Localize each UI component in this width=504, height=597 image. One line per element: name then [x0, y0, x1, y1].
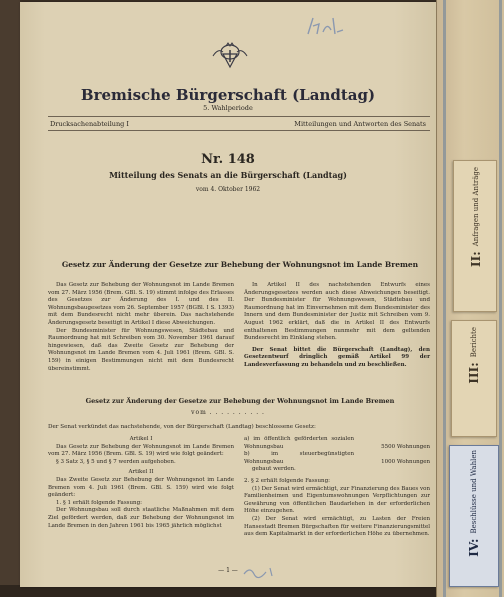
row-label: b) im steuerbegünstigten Wohnungsbau — [244, 451, 354, 465]
document-page — [20, 2, 436, 587]
rows-tail: gebaut werden. — [252, 466, 296, 473]
handwritten-mark — [240, 562, 280, 580]
paragraph: In Artikel II des nachstehenden Entwurfs eines Änderungsgesetzes werden auch diese Abweichungen beseitigt. Der Bundesminister für Wohnungswesen, Städtebau und Raumordnung hat im Einvernehmen mit dem Bundesminister des Innern und dem Bundesminister der Justiz mit Schreiben vom 9. August 1962 erklärt, daß die in Artikel II des Entwurfs enthaltenen Bestimmungen nunmehr mit dem geltenden Bundesrecht im Einklang stehen. — [244, 282, 430, 342]
tab-label: IV: Beschlüsse und Wahlen — [467, 450, 481, 557]
table-row — [244, 436, 430, 451]
binder-spine — [436, 0, 504, 597]
law-date-blank: vom . . . . . . . . . . — [191, 409, 265, 416]
article-text: Das Gesetz zur Behebung der Wohnungsnot im Lande Bremen vom 27. März 1956 (Brem. GBl. S. 19) wird wie folgt geändert: — [48, 443, 234, 458]
left-column — [48, 282, 234, 373]
paragraph-heading: 2. § 2 erhält folgende Fassung: — [244, 477, 330, 484]
page-number: — 1 — — [218, 567, 238, 574]
article-item-text: Der Wohnungsbau soll durch staatliche Maßnahmen mit dem Ziel gefördert werden, daß zur Behebung der Wohnungsnot im Lande Bremen in den Jahren 1961 bis 1965 jährlich möglichst — [48, 507, 234, 529]
tab-label: II: Anfragen und Anträge — [469, 167, 483, 268]
background-left — [0, 0, 20, 597]
paragraph-bold: Der Senat bittet die Bürgerschaft (Landtag), den Gesetzentwurf dringlich gemäß Artikel 99 der Landesverfassung zu behandeln und zu beschließen. — [244, 346, 430, 368]
row-value: 1000 Wohnungen — [381, 458, 430, 465]
handwritten-note — [305, 14, 345, 40]
table-row — [244, 451, 430, 466]
paragraph: (1) Der Senat wird ermächtigt, zur Finanzierung des Baues von Familienheimen und Eigentumswohnungen Verpflichtungen zur Gewährung von öffentlichen Baudarlehen in der erforderlichen Höhe einzugehen. — [244, 485, 430, 515]
department-label: Drucksachenabteilung I — [50, 120, 129, 128]
article-heading: Artikel I — [129, 436, 153, 442]
article-text: Das Zweite Gesetz zur Behebung der Wohnungsnot im Lande Bremen vom 4. Juli 1961 (Brem. GBl. S. 159) wird wie folgt geändert: — [48, 476, 234, 499]
article-item: 1. § 1 erhält folgende Fassung: — [56, 499, 142, 506]
bremen-coat-of-arms-icon — [210, 42, 250, 70]
header-rule-bottom — [48, 130, 430, 131]
electoral-period: 5. Wahlperiode — [203, 104, 253, 112]
section-label: Mitteilungen und Antworten des Senats — [294, 120, 426, 128]
binder-stripe — [443, 0, 446, 597]
tab-label: III: Berichte — [467, 327, 481, 384]
law-intro: Der Senat verkündet das nachstehende, von der Bürgerschaft (Landtag) beschlossene Gesetz: — [48, 424, 316, 430]
tab-beschluesse[interactable] — [449, 445, 499, 587]
paragraph: Das Gesetz zur Behebung der Wohnungsnot im Lande Bremen vom 27. März 1956 (Brem. GBl. S. 19) stimmt infolge des Erlasses des Gesetzes zur Änderung des I. und des II. Wohnungsbaugesetzes vom 26. September 1957 (BGBl. I S. 1393) mit dem Bundesrecht nicht mehr überein. Das nachstehende Änderungsgesetz beseitigt in Artikel I diese Abweichungen. — [48, 282, 234, 326]
page-title: Bremische Bürgerschaft (Landtag) — [80, 86, 376, 104]
binder-stripe — [499, 0, 502, 597]
article-heading: Artikel II — [128, 469, 154, 476]
law-right-column — [244, 436, 430, 539]
row-label: a) im öffentlich geförderten sozialen Wohnungsbau — [244, 436, 354, 450]
right-column — [244, 282, 430, 370]
paragraph: Der Bundesminister für Wohnungswesen, Städtebau und Raumordnung hat mit Schreiben vom 30. November 1961 darauf hingewiesen, daß das Zweite Gesetz zur Behebung der Wohnungsnot im Lande Bremen vom 4. Juli 1961 (Brem. GBl. S. 159) in einigen Bestimmungen nicht mit dem Bundesrecht übereinstimmt. — [48, 327, 234, 372]
row-value: 5500 Wohnungen — [381, 443, 430, 450]
tab-anfragen[interactable] — [453, 160, 497, 312]
header-rule-top — [48, 116, 430, 117]
tab-berichte[interactable] — [451, 320, 497, 437]
law-left-column — [48, 436, 234, 530]
article-item: § 3 Satz 3, § 5 und § 7 werden aufgehoben. — [56, 458, 176, 465]
law-title: Gesetz zur Änderung der Gesetze zur Behebung der Wohnungsnot im Lande Bremen — [61, 260, 419, 269]
law-title-repeat: Gesetz zur Änderung der Gesetze zur Behebung der Wohnungsnot im Lande Bremen — [85, 397, 395, 405]
document-number: Nr. 148 — [201, 152, 255, 167]
paragraph: (2) Der Senat wird ermächtigt, zu Lasten der Freien Hansestadt Bremen Bürgschaften für weitere Finanzierungsmittel aus dem Kapitalmarkt in der erforderlichen Höhe zu übernehmen. — [244, 515, 430, 538]
document-heading: Mitteilung des Senats an die Bürgerschaft (Landtag) — [109, 170, 347, 180]
document-date: vom 4. Oktober 1962 — [195, 186, 261, 193]
